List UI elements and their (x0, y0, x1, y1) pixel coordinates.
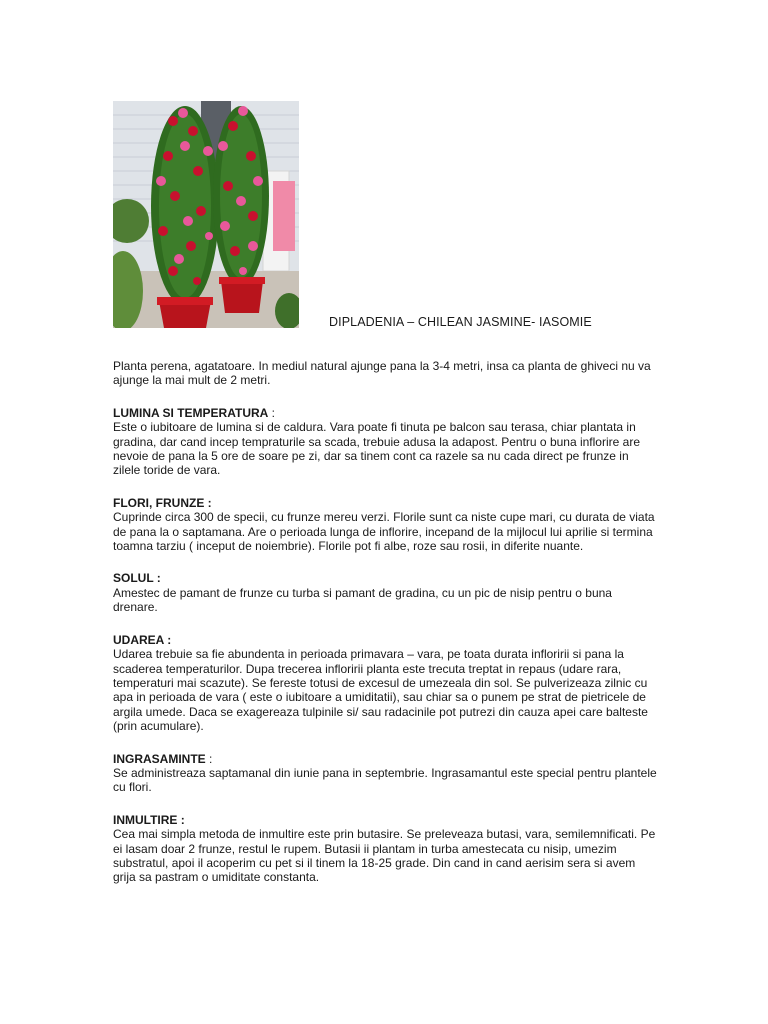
section-heading: UDAREA : (113, 632, 172, 647)
section-body: Udarea trebuie sa fie abundenta in perioada primavara – vara, pe toata durata infloririi si pana la scaderea temperaturilor. Dupa trecerea infloririi planta este trecuta treptat in repaus (udare rara, temperaturi mai scazute). Se fereste totusi de excesul de umezeala din sol. Se pulverizeaza zilnic cu apa in perioada de vara ( este o iubitoare a umiditatii), sau chiar sa o punem pe strat de pietricele de argila umede. Daca se exagereaza tulpinile si/ sau radacinile pot putrezi din cauza apei care balteste (prin acumulare). (113, 647, 648, 734)
section-body: Este o iubitoare de lumina si de caldura. Vara poate fi tinuta pe balcon sau terasa, chiar plantata in gradina, dar cand incep tempraturile sa scada, trebuie adusa la adapost. Pentru o buna inflorire are nevoie de pana la 5 ore de soare pe zi, dar sa tinem cont ca razele sa nu cada direct pe frunze in zilele toride de vara. (113, 420, 640, 478)
section-heading: INGRASAMINTE (113, 751, 206, 766)
heading-suffix: : (205, 751, 213, 766)
intro-paragraph: Planta perena, agatatoare. In mediul natural ajunge pana la 3-4 metri, insa ca planta de ghiveci nu va ajunge la mai mult de 2 metri. (113, 359, 651, 388)
section-body: Amestec de pamant de frunze cu turba si pamant de gradina, cu un pic de nisip pentru o buna drenare. (113, 585, 612, 615)
section-solul (113, 571, 658, 614)
section-body: Cea mai simpla metoda de inmultire este prin butasire. Se preleveaza butasi, vara, semilemnificati. Pe ei lasam doar 2 frunze, restul le rupem. Butasii ii plantam in turba amestecata cu nisip, umezim substratul, apoi il acoperim cu pet si il tinem la 18-25 grade. Din cand in cand aerisim sera si avem grija sa pastram o umiditate constanta. (113, 827, 656, 885)
section-ingrasaminte (113, 752, 658, 795)
section-body: Cuprinde circa 300 de specii, cu frunze mereu verzi. Florile sunt ca niste cupe mari, cu durata de viata de pana la o saptamana. Are o perioada lunga de inflorire, incepand de la mijlocul lui aprilie si termina toamna tarziu ( inceput de noiembrie). Florile pot fi albe, roze sau rosii, in diferite nuante. (113, 510, 655, 554)
section-inmultire (113, 813, 658, 885)
section-lumina-temperatura (113, 406, 658, 478)
document-title: DIPLADENIA – CHILEAN JASMINE- IASOMIE (329, 315, 592, 329)
dipladenia-plant-photo (113, 101, 299, 328)
document-body (113, 359, 658, 903)
section-udarea (113, 633, 658, 734)
section-heading: LUMINA SI TEMPERATURA (113, 405, 269, 420)
section-heading: SOLUL : (113, 571, 161, 586)
section-heading: INMULTIRE : (113, 812, 185, 827)
section-flori-frunze (113, 496, 658, 554)
section-body: Se administreaza saptamanal din iunie pana in septembrie. Ingrasamantul este special pentru plantele cu flori. (113, 765, 657, 795)
section-heading: FLORI, FRUNZE : (113, 495, 212, 510)
heading-suffix: : (268, 405, 275, 420)
